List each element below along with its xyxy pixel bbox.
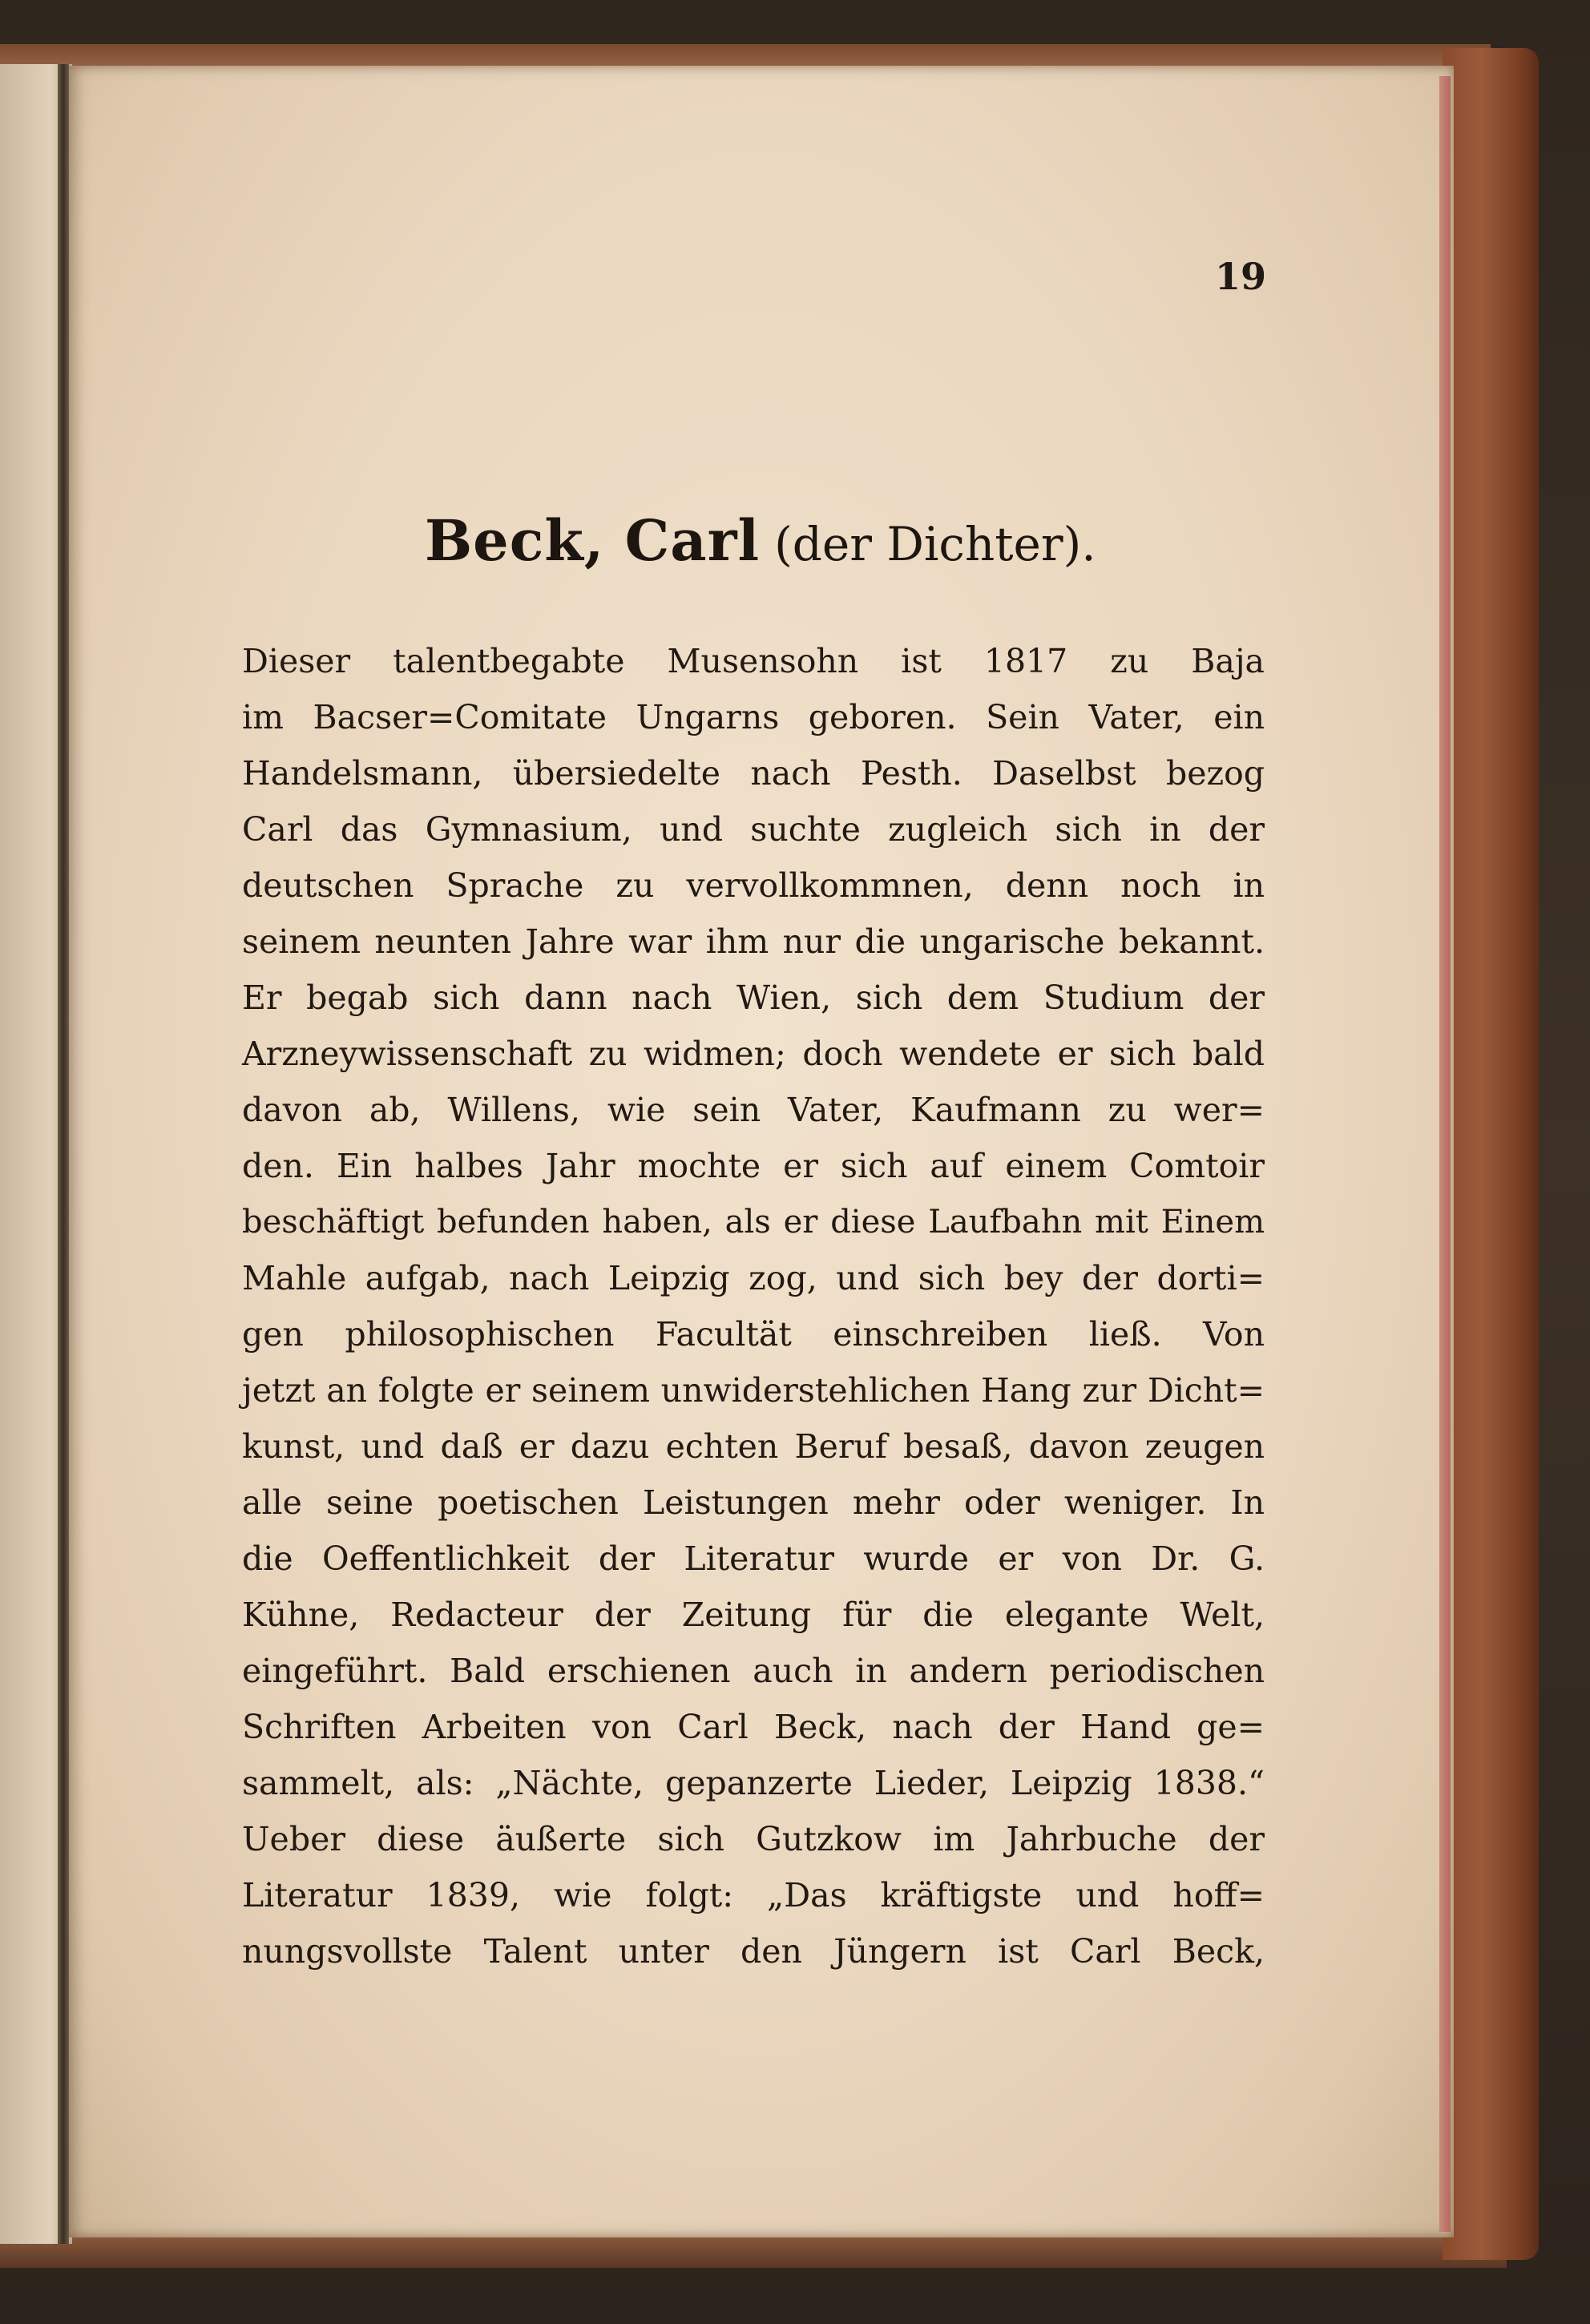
book-gutter [58, 64, 69, 2244]
text-line: eingeführt. Bald erschienen auch in andern periodischen [242, 1652, 1265, 1690]
text-line: Carl das Gymnasium, und suchte zugleich sich in der [242, 810, 1265, 849]
text-line: Handelsmann, übersiedelte nach Pesth. Daselbst bezog [242, 754, 1265, 793]
text-line: alle seine poetischen Leistungen mehr oder weniger. In [242, 1483, 1265, 1522]
book-cover-right-edge [1443, 48, 1539, 2260]
text-line: Kühne, Redacteur der Zeitung für die elegante Welt, [242, 1596, 1265, 1634]
entry-name: Beck, Carl [425, 507, 761, 574]
text-line: Schriften Arbeiten von Carl Beck, nach der Hand ge= [242, 1708, 1265, 1746]
text-line: davon ab, Willens, wie sein Vater, Kaufmann zu wer= [242, 1091, 1265, 1129]
book-cover-bottom-edge [0, 2236, 1507, 2268]
entry-qualifier: (der Dichter). [774, 517, 1096, 571]
text-line: den. Ein halbes Jahr mochte er sich auf einem Comtoir [242, 1147, 1265, 1185]
body-text [242, 633, 1265, 1979]
text-line: nungsvollste Talent unter den Jüngern ist Carl Beck, [242, 1932, 1265, 1971]
text-line: seinem neunten Jahre war ihm nur die ungarische bekannt. [242, 922, 1265, 961]
text-line: beschäftigt befunden haben, als er diese Laufbahn mit Einem [242, 1204, 1265, 1241]
text-line: deutschen Sprache zu vervollkommnen, denn noch in [242, 866, 1265, 905]
entry-heading [160, 507, 1427, 574]
text-line: Ueber diese äußerte sich Gutzkow im Jahrbuche der [242, 1820, 1265, 1858]
page-number: 19 [1214, 255, 1266, 298]
text-line: kunst, und daß er dazu echten Beruf besaß, davon zeugen [242, 1427, 1265, 1466]
text-line: die Oeffentlichkeit der Literatur wurde er von Dr. G. [242, 1539, 1265, 1578]
text-line: jetzt an folgte er seinem unwiderstehlichen Hang zur Dicht= [242, 1371, 1265, 1410]
text-line: gen philosophischen Facultät einschreiben ließ. Von [242, 1315, 1265, 1354]
text-line: Mahle aufgab, nach Leipzig zog, und sich bey der dorti= [242, 1259, 1265, 1297]
text-line: Dieser talentbegabte Musensohn ist 1817 zu Baja [242, 642, 1265, 680]
text-line: im Bacser=Comitate Ungarns geboren. Sein Vater, ein [242, 698, 1265, 736]
text-line: Arzneywissenschaft zu widmen; doch wendete er sich bald [242, 1035, 1265, 1073]
red-page-edge [1439, 76, 1451, 2232]
text-line: Er begab sich dann nach Wien, sich dem Studium der [242, 978, 1265, 1017]
text-line: Literatur 1839, wie folgt: „Das kräftigste und hoff= [242, 1876, 1265, 1914]
text-line: sammelt, als: „Nächte, gepanzerte Lieder, Leipzig 1838.“ [242, 1764, 1265, 1802]
